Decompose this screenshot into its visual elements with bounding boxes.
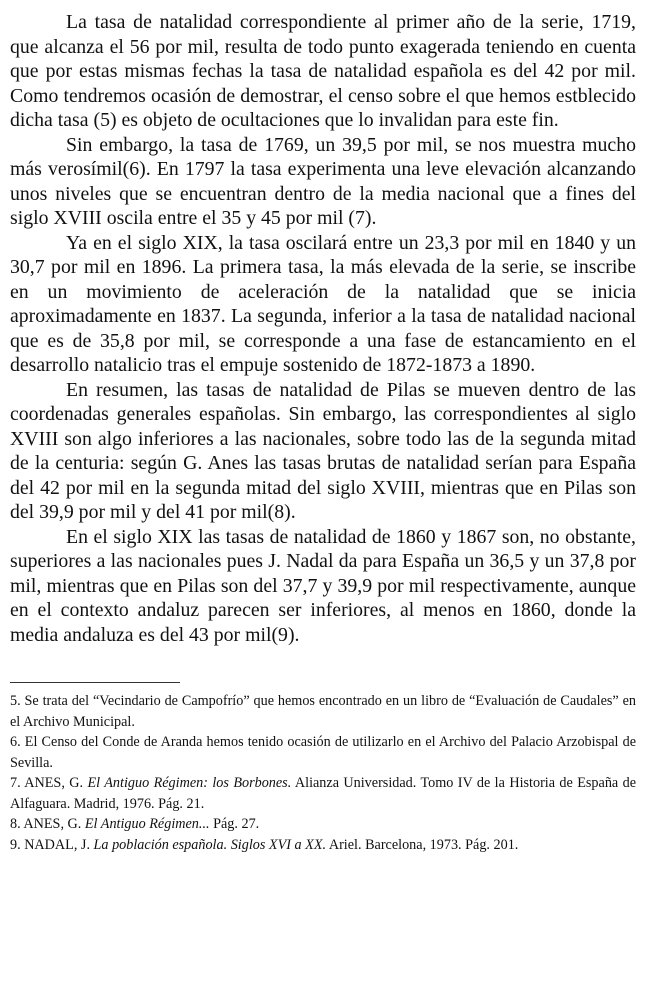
footnote <box>10 814 636 835</box>
footnote <box>10 691 636 732</box>
footnote-title: El Antiguo Régimen: los Borbones. <box>87 775 292 791</box>
footnote-title: El Antiguo Régimen... <box>84 816 210 832</box>
footnote <box>10 835 636 856</box>
footnote-text: 5. Se trata del “Vecindario de Campofrío” que hemos encontrado en un libro de “Evaluación de Caudales” en el Archivo Municipal. <box>10 693 636 730</box>
paragraph: En resumen, las tasas de natalidad de Pilas se mueven dentro de las coordenadas generales españolas. Sin embargo, las correspondientes al siglo XVIII son algo inferiores a las nacionales, sobre todo las de la segunda mitad de la centuria: según G. Anes las tasas brutas de natalidad serían para España del 42 por mil en la segunda mitad del siglo XVIII, mientras que en Pilas son del 39,9 por mil y del 41 por mil(8). <box>10 378 636 523</box>
footnote-author: 8. ANES, G. <box>10 816 85 832</box>
footnotes <box>10 691 636 855</box>
paragraph: Sin embargo, la tasa de 1769, un 39,5 por mil, se nos muestra mucho más verosímil(6). En 1797 la tasa experimenta una leve elevación alcanzando unos niveles que se encuentran dentro de la media nacional que a fines del siglo XVIII oscila entre el 35 y 45 por mil (7). <box>10 133 636 229</box>
footnote <box>10 732 636 773</box>
footnote-author: 7. ANES, G. <box>10 775 88 791</box>
footnote-details: Alianza Universidad. Tomo IV de la Historia de España de Alfaguara. Madrid, 1976. Pág. 21. <box>10 775 637 812</box>
paragraph: En el siglo XIX las tasas de natalidad de 1860 y 1867 son, no obstante, superiores a las nacionales pues J. Nadal da para España un 36,5 y un 37,8 por mil, mientras que en Pilas son del 37,7 y 39,9 por mil respectivamente, aunque en el contexto andaluz parecen ser inferiores, al menos en 1860, donde la media andaluza es del 43 por mil(9). <box>10 525 636 646</box>
footnote <box>10 773 636 814</box>
footnote-text: 6. El Censo del Conde de Aranda hemos tenido ocasión de utilizarlo en el Archivo del Palacio Arzobispal de Sevilla. <box>10 734 636 771</box>
footnote-details: Pág. 27. <box>209 816 260 832</box>
body-text <box>10 10 636 647</box>
footnote-divider <box>10 682 180 683</box>
paragraph: La tasa de natalidad correspondiente al primer año de la serie, 1719, que alcanza el 56 por mil, resulta de todo punto exagerada teniendo en cuenta que por estas mismas fechas la tasa de natalidad española es del 42 por mil. Como tendremos ocasión de demostrar, el censo sobre el que hemos estblecido dicha tasa (5) es objeto de ocultaciones que lo invalidan para este fin. <box>10 11 636 131</box>
footnote-details: Ariel. Barcelona, 1973. Pág. 201. <box>326 836 519 853</box>
footnote-title: La población española. Siglos XVI a XX. <box>93 836 327 853</box>
paragraph: Ya en el siglo XIX, la tasa oscilará entre un 23,3 por mil en 1840 y un 30,7 por mil en 1896. La primera tasa, la más elevada de la serie, se inscribe en un movimiento de aceleración de la natalidad que se inicia aproximadamente en 1837. La segunda, inferior a la tasa de natalidad nacional que es de 35,8 por mil, se corresponde a una fase de estancamiento en el desarrollo natalicio tras el empuje sostenido de 1872-1873 a 1890. <box>10 231 636 376</box>
footnote-author: 9. NADAL, J. <box>10 836 94 853</box>
